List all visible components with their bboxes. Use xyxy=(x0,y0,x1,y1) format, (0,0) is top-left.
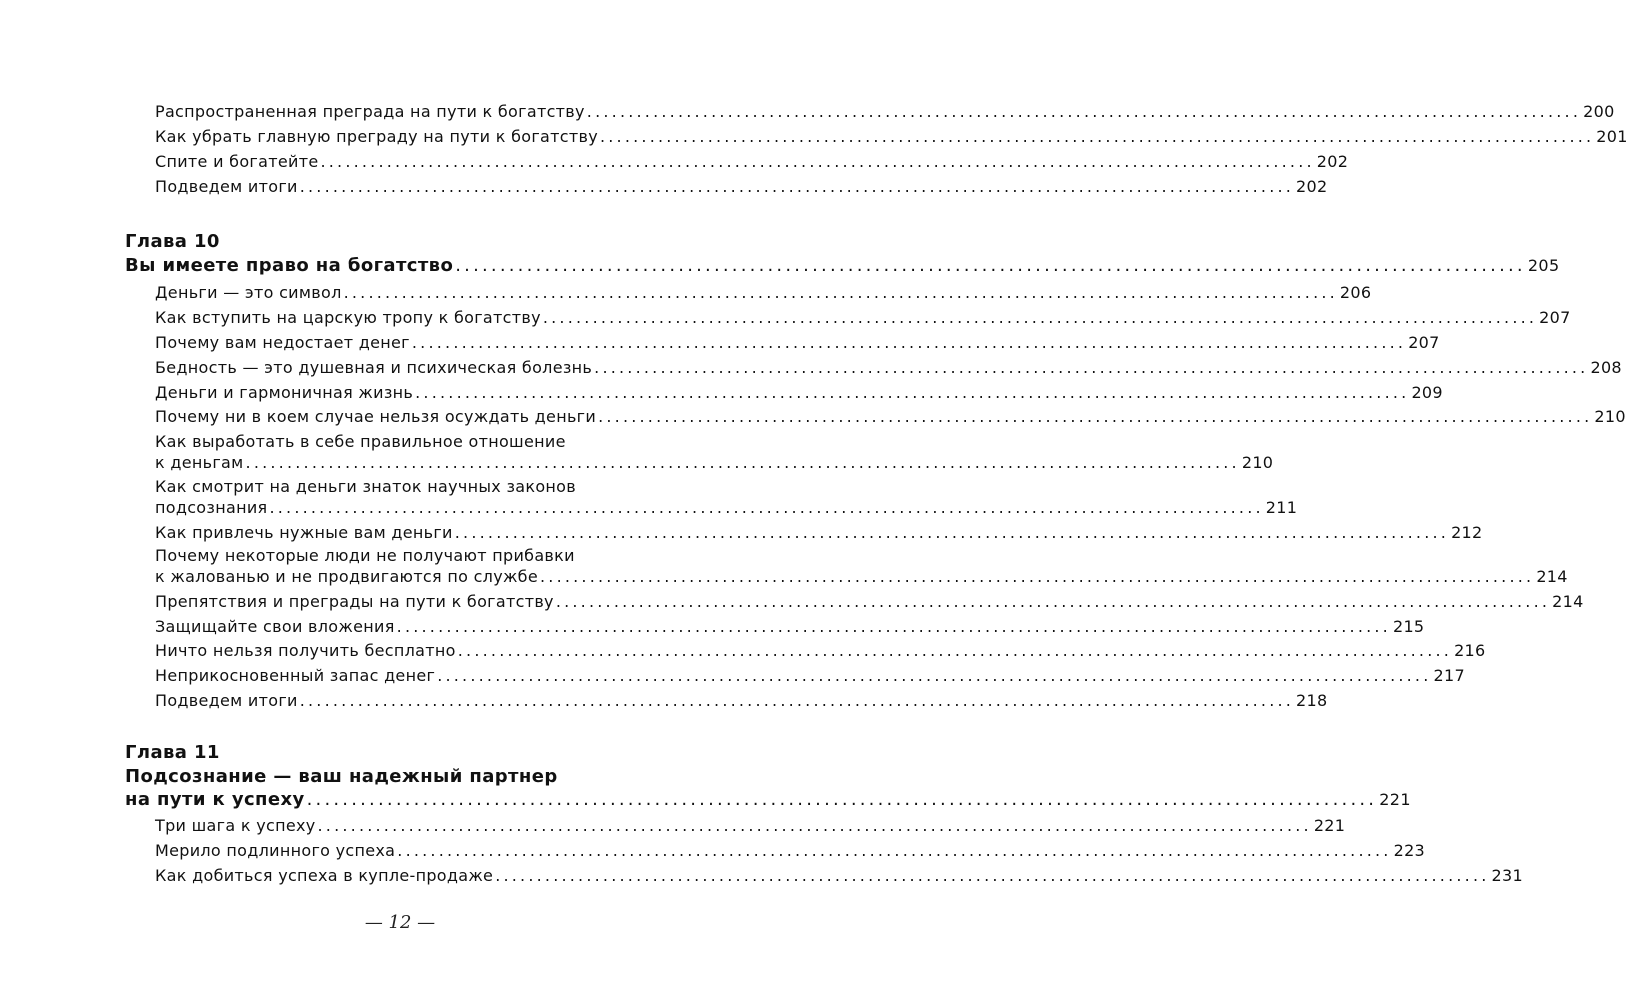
toc-entry-title-line1: Как смотрит на деньги знаток научных законов xyxy=(155,477,577,496)
toc-entry-title: Как привлечь нужные вам деньги xyxy=(155,523,453,542)
toc-entry-page: 216 xyxy=(1454,641,1486,660)
toc-entry-page: 208 xyxy=(1590,358,1622,377)
chapter-title-entry[interactable] xyxy=(125,784,1411,810)
leader-dots: ........................................................................................................................ xyxy=(396,617,1391,636)
leader-dots: ........................................................................................................................ xyxy=(599,127,1595,146)
toc-entry-title: Ничто нельзя получить бесплатно xyxy=(155,641,456,660)
toc-entry-title: Неприкосновенный запас денег xyxy=(155,666,436,685)
toc-entry-title: Защищайте свои вложения xyxy=(155,617,395,636)
chapter-page: 205 xyxy=(1527,256,1560,275)
toc-entry-title: Спите и богатейте xyxy=(155,152,319,171)
toc-entry[interactable] xyxy=(155,96,1615,122)
chapter-label: Глава 10 xyxy=(125,231,220,252)
toc-entry[interactable] xyxy=(155,561,1568,587)
toc-entry[interactable] xyxy=(155,611,1425,637)
toc-entry-title: Распространенная преграда на пути к богатству xyxy=(155,102,585,121)
toc-entry[interactable] xyxy=(155,810,1346,836)
leader-dots: ........................................................................................................................ xyxy=(245,453,1240,472)
toc-entry[interactable] xyxy=(155,171,1328,197)
toc-entry-page: 217 xyxy=(1433,666,1465,685)
toc-entry-page: 212 xyxy=(1451,523,1483,542)
leader-dots: ........................................................................................................................ xyxy=(594,358,1589,377)
toc-entry-page: 218 xyxy=(1296,691,1328,710)
leader-dots: ........................................................................................................................ xyxy=(415,383,1410,402)
leader-dots: ........................................................................................................................ xyxy=(269,498,1264,517)
toc-entry-page: 231 xyxy=(1491,866,1523,885)
leader-dots: ........................................................................................................................ xyxy=(317,816,1312,835)
leader-dots: ........................................................................................................................ xyxy=(457,641,1453,660)
leader-dots: ........................................................................................................................ xyxy=(397,841,1392,860)
toc-entry-page: 221 xyxy=(1313,816,1346,835)
toc-entry-page: 200 xyxy=(1583,102,1615,121)
toc-entry-title: Препятствия и преграды на пути к богатству xyxy=(155,592,554,611)
toc-entry[interactable] xyxy=(155,492,1298,518)
toc-entry-page: 210 xyxy=(1594,407,1626,426)
toc-entry-title-line1: Как выработать в себе правильное отношение xyxy=(155,432,566,451)
leader-dots: ........................................................................................................................ xyxy=(598,407,1593,426)
toc-entry-title: к деньгам xyxy=(155,453,244,472)
toc-entry-title: Деньги — это символ xyxy=(155,283,342,302)
leader-dots: ........................................................................................................................ xyxy=(454,523,1450,542)
toc-entry-title: Как убрать главную преграду на пути к богатству xyxy=(155,127,598,146)
toc-entry-title: Почему ни в коем случае нельзя осуждать деньги xyxy=(155,407,597,426)
toc-entry[interactable] xyxy=(155,860,1523,886)
toc-entry[interactable] xyxy=(155,377,1443,403)
toc-entry[interactable] xyxy=(155,660,1465,686)
leader-dots: ........................................................................................................................ xyxy=(343,283,1338,302)
toc-entry[interactable] xyxy=(155,327,1440,353)
toc-entry[interactable] xyxy=(155,635,1486,661)
toc-entry[interactable] xyxy=(155,401,1626,427)
toc-entry-page: 206 xyxy=(1339,283,1372,302)
leader-dots: ........................................................................................................................ xyxy=(320,152,1315,171)
toc-entry[interactable] xyxy=(155,121,1628,147)
toc-entry-page: 201 xyxy=(1596,127,1628,146)
toc-entry[interactable] xyxy=(155,685,1328,711)
toc-entry-page: 214 xyxy=(1552,592,1584,611)
toc-entry-title: Подведем итоги xyxy=(155,177,298,196)
toc-entry-title: подсознания xyxy=(155,498,268,517)
toc-entry-page: 210 xyxy=(1241,453,1274,472)
toc-entry-title: Деньги и гармоничная жизнь xyxy=(155,383,414,402)
toc-entry-page: 209 xyxy=(1411,383,1443,402)
toc-entry[interactable] xyxy=(155,447,1274,473)
toc-entry-page: 214 xyxy=(1536,567,1568,586)
toc-entry-title-line1: Почему некоторые люди не получают прибавки xyxy=(155,546,575,565)
toc-entry-title: Три шага к успеху xyxy=(155,816,316,835)
toc-entry[interactable] xyxy=(155,146,1349,172)
leader-dots: ........................................................................................................................ xyxy=(586,102,1582,121)
toc-entry-page: 211 xyxy=(1265,498,1298,517)
leader-dots: ........................................................................................................................ xyxy=(540,567,1535,586)
toc-entry-page: 215 xyxy=(1392,617,1425,636)
leader-dots: ........................................................................................................................ xyxy=(306,789,1378,810)
leader-dots: ........................................................................................................................ xyxy=(455,255,1526,276)
toc-entry-page: 223 xyxy=(1393,841,1426,860)
chapter-title: Вы имеете право на богатство xyxy=(125,255,454,276)
leader-dots: ........................................................................................................................ xyxy=(437,666,1432,685)
chapter-label: Глава 11 xyxy=(125,742,220,763)
toc-entry-title: Почему вам недостает денег xyxy=(155,333,410,352)
toc-entry-title: Подведем итоги xyxy=(155,691,298,710)
toc-entry-title: Мерило подлинного успеха xyxy=(155,841,396,860)
chapter-page: 221 xyxy=(1379,790,1411,809)
toc-entry-page: 202 xyxy=(1316,152,1349,171)
toc-entry-title: Бедность — это душевная и психическая болезнь xyxy=(155,358,593,377)
chapter-title: на пути к успеху xyxy=(125,789,305,810)
toc-entry-page: 207 xyxy=(1408,333,1440,352)
leader-dots: ........................................................................................................................ xyxy=(299,691,1295,710)
toc-entry[interactable] xyxy=(155,835,1426,861)
toc-entry-page: 207 xyxy=(1539,308,1571,327)
toc-entry-title: Как вступить на царскую тропу к богатству xyxy=(155,308,541,327)
page-number: — 12 — xyxy=(364,912,436,933)
toc-entry[interactable] xyxy=(155,277,1372,303)
toc-entry-title: к жалованью и не продвигаются по службе xyxy=(155,567,538,586)
leader-dots: ........................................................................................................................ xyxy=(542,308,1538,327)
chapter-title-line1: Подсознание — ваш надежный партнер xyxy=(125,766,558,787)
toc-entry[interactable] xyxy=(155,302,1571,328)
leader-dots: ........................................................................................................................ xyxy=(495,866,1490,885)
toc-entry[interactable] xyxy=(155,586,1584,612)
toc-entry-title: Как добиться успеха в купле-продаже xyxy=(155,866,494,885)
leader-dots: ........................................................................................................................ xyxy=(299,177,1295,196)
toc-entry[interactable] xyxy=(155,352,1622,378)
chapter-title-entry[interactable] xyxy=(125,250,1560,276)
toc-entry-page: 202 xyxy=(1296,177,1328,196)
leader-dots: ........................................................................................................................ xyxy=(555,592,1551,611)
leader-dots: ........................................................................................................................ xyxy=(411,333,1407,352)
